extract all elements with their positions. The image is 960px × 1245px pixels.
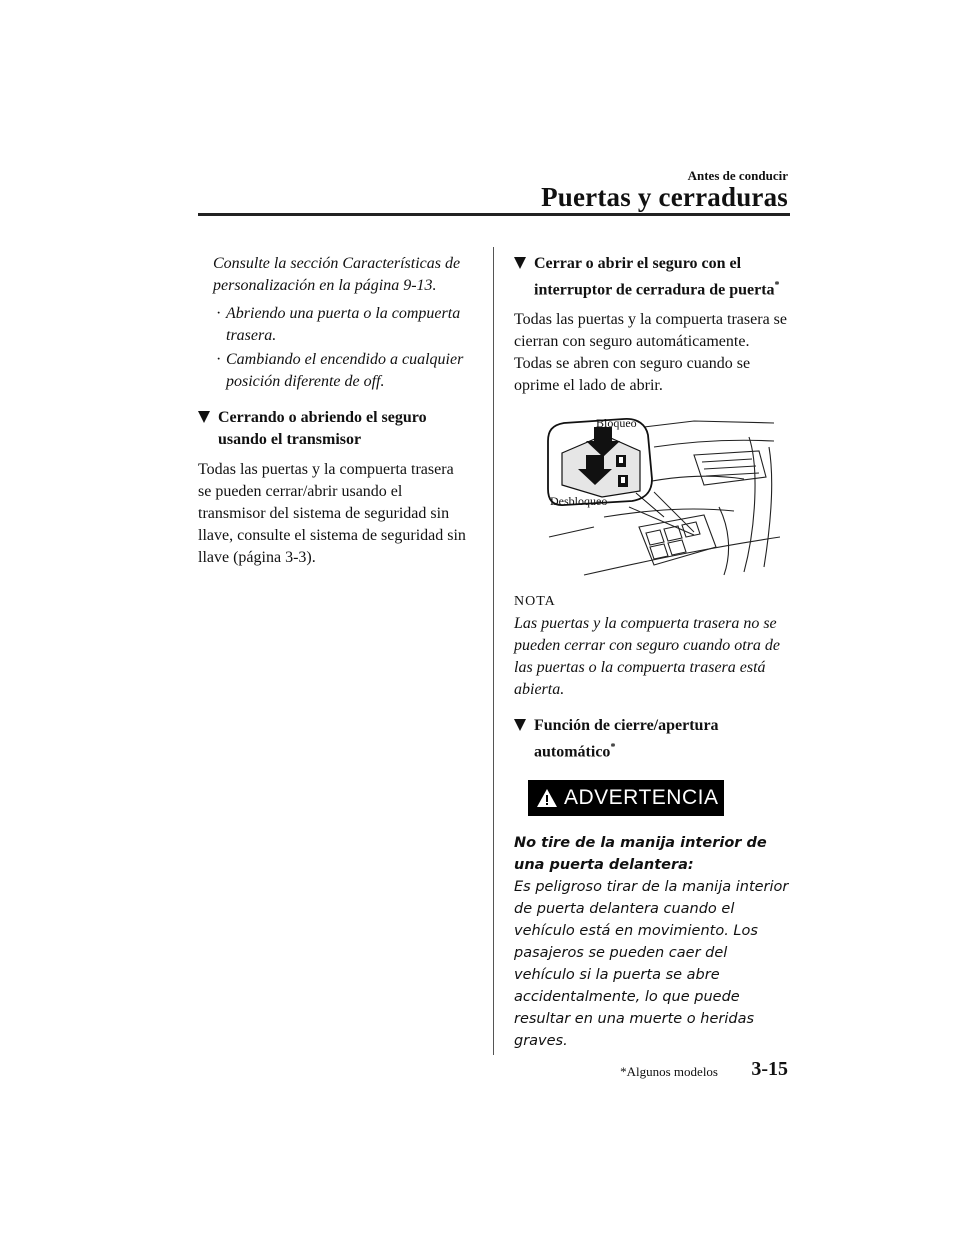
lock-switch-paragraph: Todas las puertas y la compuerta trasera se cierran con seguro automáticamente. Todas se abren con seguro cuando se oprime el lado de abrir. [514,311,787,395]
warning-body: Es peligroso tirar de la manija interior de puerta delantera cuando el vehículo está en movimiento. Los pasajeros se pueden caer del vehículo si la puerta se abre accidentalmente, lo que puede resultar en una muerte o heridas graves. [514,878,789,1049]
section-heading-transmitter [198,407,468,451]
warning-icon [536,788,558,808]
right-column [514,253,790,1052]
warning-label: ADVERTENCIA [564,785,719,809]
footer-note: *Algunos modelos [620,1064,718,1079]
list-item: · Cambiando el encendido a cualquier posición diferente de off. [198,349,468,393]
heading-text: Cerrar o abrir el seguro con el interruptor de cerradura de puerta [534,255,775,299]
optional-mark: * [610,742,616,754]
heading-text: Cerrando o abriendo el seguro usando el transmisor [218,409,427,448]
warning-banner [528,780,724,816]
customization-reference: Consulte la sección Características de personalización en la página 9-13. [213,255,461,294]
column-divider [493,247,494,1055]
warning-heading: No tire de la manija interior de una puerta delantera: [514,834,767,873]
triangle-marker-icon [198,411,210,423]
header-rule [198,213,790,216]
lock-label: Bloqueo [596,416,637,431]
left-column [198,253,468,569]
heading-text: Función de cierre/apertura automático [534,717,719,761]
section-heading-lock-switch [514,253,790,301]
page-title: Puertas y cerraduras [541,182,788,212]
transmitter-paragraph: Todas las puertas y la compuerta trasera se pueden cerrar/abrir usando el transmisor del sistema de seguridad sin llave, consulte el sistema de seguridad sin llave (página 3-3). [198,461,466,566]
page-number: 3-15 [751,1058,788,1080]
list-item: · Abriendo una puerta o la compuerta trasera. [198,303,468,347]
note-title: NOTA [514,594,556,610]
unlock-label: Desbloqueo [550,494,608,509]
door-lock-switch-figure [544,407,780,577]
triangle-marker-icon [514,719,526,731]
section-heading-auto-lock [514,715,790,763]
section-label: Antes de conducir [687,168,788,183]
note-body: Las puertas y la compuerta trasera no se pueden cerrar con seguro cuando otra de las puertas o la compuerta trasera está abierta. [514,615,781,699]
optional-mark: * [774,280,780,291]
triangle-marker-icon [514,257,526,269]
